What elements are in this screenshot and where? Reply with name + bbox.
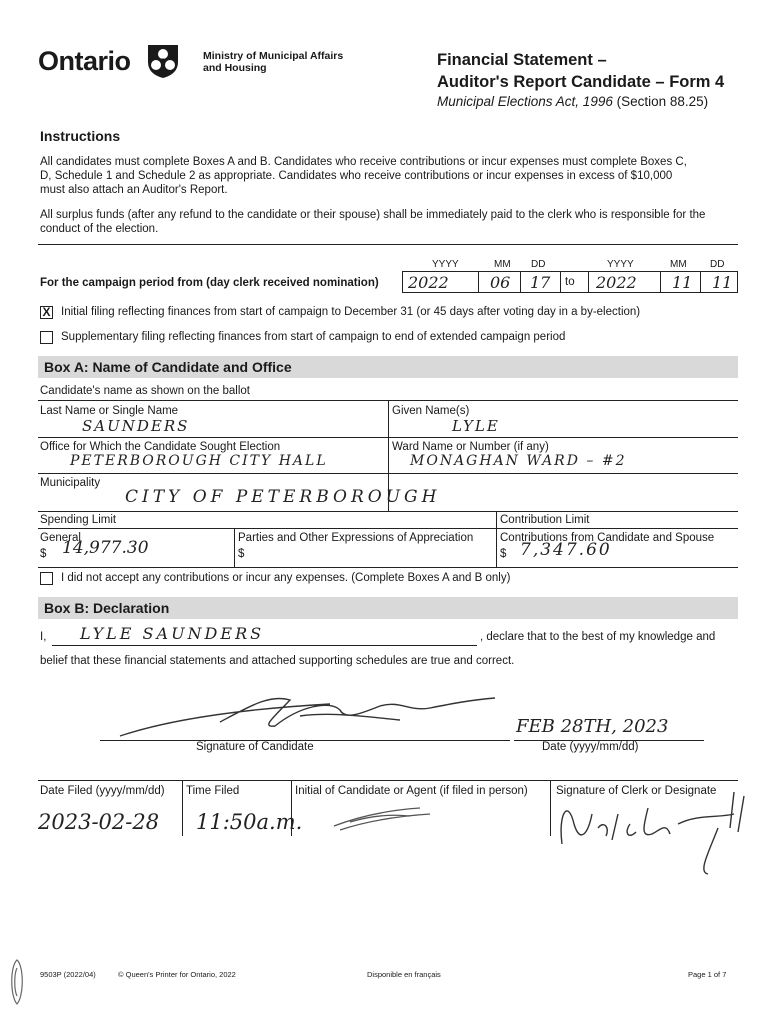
general-limit-value[interactable]: 14,977.30 [62, 538, 149, 558]
to-month-value[interactable]: 11 [672, 273, 693, 292]
trillium-logo-icon [145, 42, 181, 80]
from-month-value[interactable]: 06 [490, 273, 511, 292]
supplementary-filing-label: Supplementary filing reflecting finances from start of campaign to end of extended campaign period [61, 331, 566, 343]
page-number: Page 1 of 7 [688, 970, 727, 979]
contrib-limit-value[interactable]: 7,347.60 [520, 540, 612, 560]
declaration-date-label: Date (yyyy/mm/dd) [542, 741, 639, 753]
date-filed-value[interactable]: 2023-02-28 [38, 810, 160, 834]
last-name-label: Last Name or Single Name [40, 405, 179, 417]
no-contributions-label: I did not accept any contributions or incur any expenses. (Complete Boxes A and B only) [61, 572, 511, 584]
supplementary-filing-checkbox[interactable] [40, 331, 53, 344]
act-section: (Section 88.25) [612, 94, 709, 109]
from-dd-label: DD [531, 259, 546, 270]
office-value[interactable]: PETERBOROUGH CITY HALL [70, 453, 328, 469]
time-filed-label: Time Filed [186, 785, 240, 797]
from-yyyy-label: YYYY [432, 259, 459, 270]
municipality-label: Municipality [40, 477, 101, 489]
declaration-i-label: I, [40, 631, 47, 643]
form-code: 9503P (2022/04) [40, 970, 96, 979]
instructions-heading: Instructions [40, 128, 121, 144]
office-label: Office for Which the Candidate Sought Election [40, 441, 281, 453]
declaration-date-value[interactable]: FEB 28TH, 2023 [516, 716, 669, 737]
given-name-label: Given Name(s) [392, 405, 470, 417]
campaign-period-label: For the campaign period from (day clerk received nomination) [40, 277, 379, 289]
initial-label: Initial of Candidate or Agent (if filed in person) [295, 785, 528, 797]
declare-text: , declare that to the best of my knowledge and [480, 631, 716, 643]
given-name-value[interactable]: LYLE [452, 417, 500, 435]
initial-filing-checkbox[interactable]: X [40, 306, 53, 319]
from-mm-label: MM [494, 259, 511, 270]
time-filed-value[interactable]: 11:50a.m. [196, 810, 303, 834]
form-title-line1: Financial Statement – [437, 51, 607, 69]
clerk-signature-icon[interactable] [548, 784, 758, 876]
to-label: to [565, 276, 575, 288]
spending-limit-label: Spending Limit [40, 514, 117, 526]
parties-dollar-sign: $ [238, 548, 245, 560]
box-b-heading: Box B: Declaration [38, 597, 738, 619]
last-name-value[interactable]: SAUNDERS [82, 417, 190, 435]
from-year-value[interactable]: 2022 [408, 273, 449, 292]
to-year-value[interactable]: 2022 [596, 273, 637, 292]
parties-label: Parties and Other Expressions of Appreciation [238, 532, 474, 544]
act-reference [437, 94, 708, 109]
belief-text: belief that these financial statements and attached supporting schedules are true and correct. [40, 655, 515, 667]
ward-label: Ward Name or Number (if any) [392, 441, 549, 453]
to-day-value[interactable]: 11 [712, 273, 733, 292]
french-version-link[interactable]: Disponible en français [367, 970, 441, 979]
to-yyyy-label: YYYY [607, 259, 634, 270]
box-a-heading: Box A: Name of Candidate and Office [38, 356, 738, 378]
candidate-signature-icon[interactable] [100, 686, 500, 748]
form-title-line2: Auditor's Report Candidate – Form 4 [437, 73, 725, 91]
ontario-logo-text: Ontario [38, 46, 131, 76]
contribution-limit-label: Contribution Limit [500, 514, 590, 526]
agent-initial-icon[interactable] [330, 802, 440, 832]
municipality-value[interactable]: CITY OF PETERBOROUGH [125, 487, 441, 507]
declarant-name-value[interactable]: LYLE SAUNDERS [80, 624, 265, 643]
act-name: Municipal Elections Act, 1996 [437, 94, 613, 109]
date-filed-label: Date Filed (yyyy/mm/dd) [40, 785, 165, 797]
instructions-para2: All surplus funds (after any refund to the candidate or their spouse) shall be immediately paid to the clerk who is responsible for the conduct of the election. [40, 209, 706, 235]
clerk-signature-label: Signature of Clerk or Designate [556, 785, 717, 797]
general-dollar-sign: $ [40, 548, 47, 560]
contrib-spouse-label: Contributions from Candidate and Spouse [500, 532, 715, 544]
contrib-dollar-sign: $ [500, 548, 507, 560]
ballot-name-note: Candidate's name as shown on the ballot [40, 385, 250, 397]
ministry-name: Ministry of Municipal Affairs and Housing [203, 50, 344, 74]
from-day-value[interactable]: 17 [530, 273, 551, 292]
general-label: General [40, 532, 81, 544]
binding-clip-icon [6, 956, 28, 1008]
no-contributions-checkbox[interactable] [40, 572, 53, 585]
to-mm-label: MM [670, 259, 687, 270]
instructions-para1: All candidates must complete Boxes A and B. Candidates who receive contributions or incur expenses must complete Boxes C, D, Schedule 1 and Schedule 2 as appropriate. Candidates who receive contributions or incur expenses in excess of $10,000 must also attach an Auditor's Report. [40, 156, 687, 196]
initial-filing-label: Initial filing reflecting finances from start of campaign to December 31 (or 45 days after voting day in a by-election) [61, 306, 641, 318]
copyright: © Queen's Printer for Ontario, 2022 [118, 970, 236, 979]
to-dd-label: DD [710, 259, 725, 270]
ward-value[interactable]: MONAGHAN WARD – #2 [410, 453, 627, 469]
signature-label: Signature of Candidate [196, 741, 314, 753]
